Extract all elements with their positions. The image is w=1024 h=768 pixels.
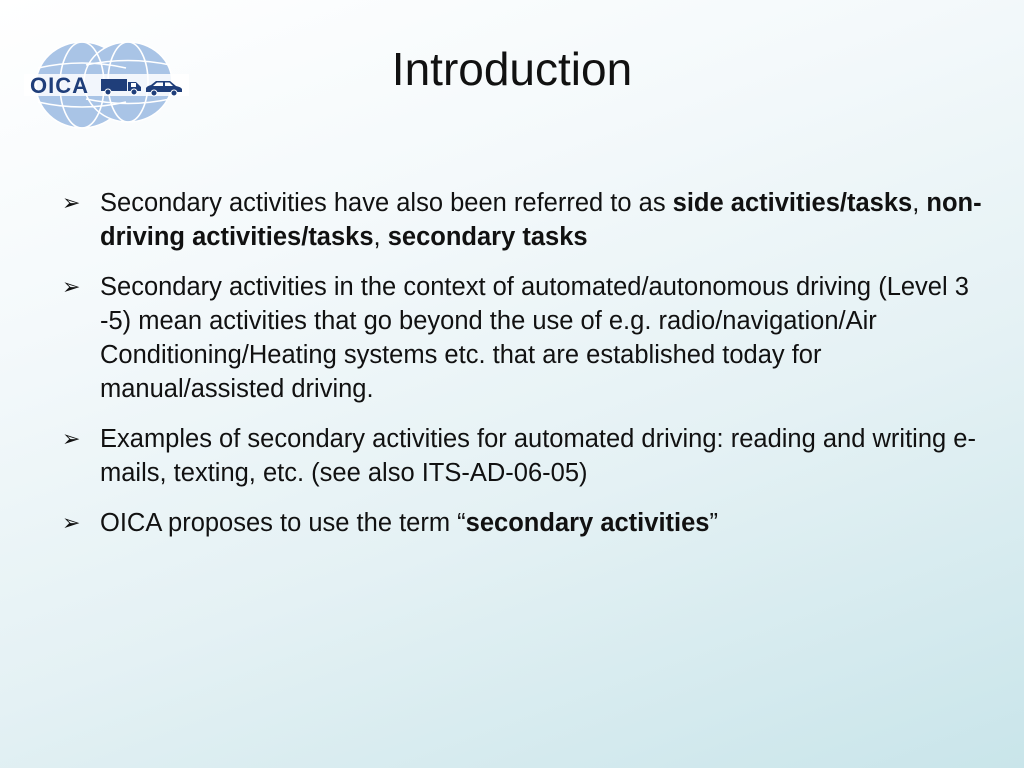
bullet-text-part: , — [912, 189, 927, 217]
bullet-text-part: Secondary activities in the context of automated/autonomous driving (Level 3 -5) mean activities that go beyond the use of e.g. radio/navigation/Air Conditioning/Heating systems etc. that are established today for manual/assisted driving. — [100, 273, 969, 403]
bullet-text-part: Examples of secondary activities for automated driving: reading and writing e-mails, texting, etc. (see also ITS-AD-06-05) — [100, 425, 976, 487]
bullet-text — [100, 270, 982, 406]
bullet-text — [100, 422, 982, 490]
bullet-text — [100, 506, 982, 540]
bullet-item — [62, 270, 982, 406]
arrow-bullet-icon: ➢ — [62, 190, 81, 215]
slide-title: Introduction — [391, 43, 633, 95]
bullet-text-bold: side activities/tasks — [672, 189, 913, 217]
bullet-item — [62, 186, 982, 254]
bullet-text-bold: non-driving activities/tasks — [100, 189, 982, 251]
bullet-item — [62, 506, 982, 540]
arrow-bullet-icon: ➢ — [62, 274, 81, 299]
bullet-text — [100, 186, 982, 254]
logo-text: OICA — [30, 73, 89, 98]
bullet-text-part: Secondary activities have also been referred to as — [100, 189, 673, 217]
arrow-bullet-icon: ➢ — [62, 510, 81, 535]
bullet-list — [62, 186, 982, 556]
bullet-text-part: OICA proposes to use the term “ — [100, 509, 466, 537]
bullet-text-part: , — [373, 223, 388, 251]
bullet-item — [62, 422, 982, 490]
arrow-bullet-icon: ➢ — [62, 426, 81, 451]
bullet-text-bold: secondary activities — [465, 509, 710, 537]
bullet-text-bold: secondary tasks — [387, 223, 588, 251]
bullet-text-part: ” — [709, 509, 718, 537]
